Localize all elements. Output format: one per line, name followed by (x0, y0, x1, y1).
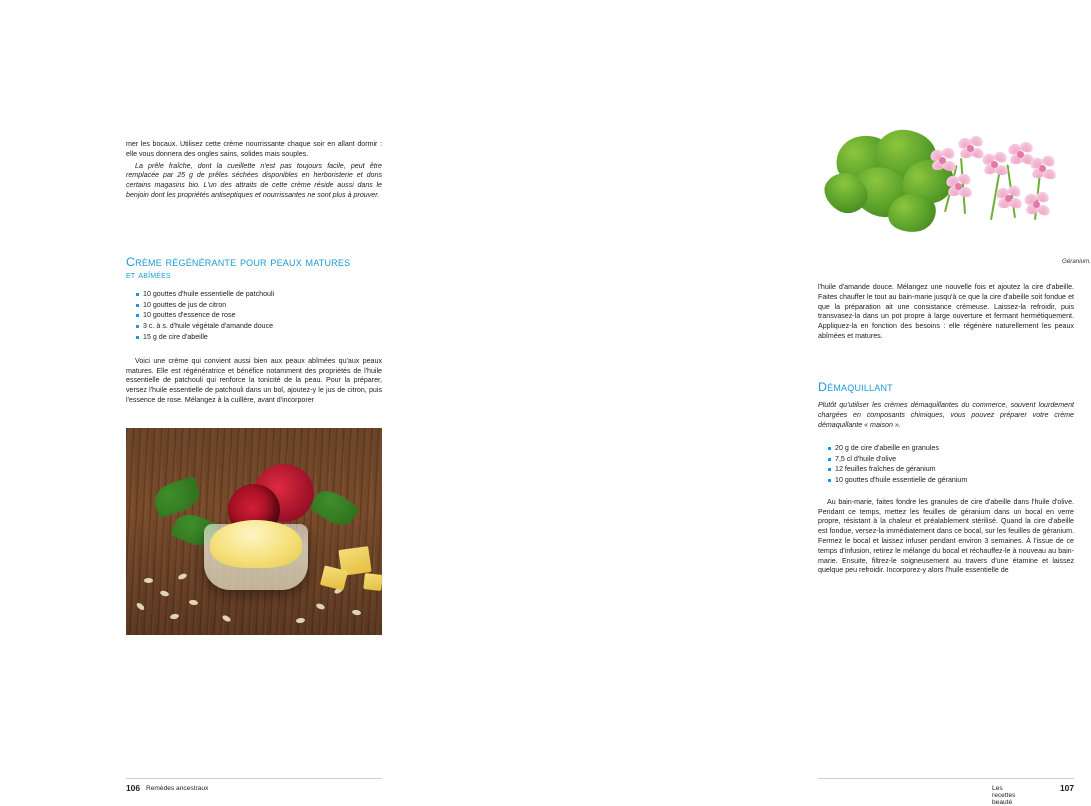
cream-surface (210, 520, 302, 568)
running-head-right: Les recettes beauté (992, 785, 1016, 806)
page-number-right: 107 (1060, 783, 1074, 793)
left-section-body: Voici une crème qui convient aussi bien aux peaux abîmées qu'aux peaux matures. Elle est régénératrice et bénéfice notamment des propriétés de l'huile essentielle de patchouli qui renforce la tonicité de la peau. Pour la préparer, versez l'huile essentielle de patchouli dans un bol, ajoutez-y le jus de citron, puis l'essence de rose. Mélangez à la cuillère, avant d'incorporer (126, 356, 382, 404)
list-item: 20 g de cire d'abeille en granules (828, 443, 1074, 454)
list-item: 15 g de cire d'abeille (136, 332, 382, 343)
right-section-intro: Plutôt qu'utiliser les crèmes démaquillantes du commerce, souvent lourdement chargées en composants chimiques, vous pouvez préparer votre crème démaquillante « maison ». (818, 401, 1074, 429)
footer-rule-left (126, 778, 382, 779)
geranium-flower (930, 148, 956, 172)
page-number-left: 106 (126, 783, 140, 793)
section-title-line1: Crème régénérante pour peaux matures (126, 255, 351, 269)
geranium-flower (946, 174, 972, 198)
list-item: 3 c. à s. d'huile végétale d'amande douce (136, 321, 382, 332)
list-item: 10 gouttes d'huile essentielle de patchouli (136, 289, 382, 300)
section-title-creme-regenerante (126, 255, 382, 283)
geranium-flower (1024, 192, 1050, 216)
list-item: 10 gouttes de jus de citron (136, 300, 382, 311)
ingredient-list-left (126, 289, 382, 343)
folio-left (126, 783, 140, 793)
section-title-text: Démaquillant (818, 380, 893, 394)
left-paragraph-2: La prêle fraîche, dont la cueillette n'est pas toujours facile, peut être remplacée par 25 g de prêles séchées disponibles en herboristerie et dons certains magasins bio. L'un des attraits de cette crème réside aussi dans le benjoin dont les propriétés antiseptiques et nourrissantes ne sont plus à prouver. (126, 161, 382, 199)
geranium-flower (1030, 156, 1056, 180)
right-section (818, 380, 1074, 576)
list-item: 10 gouttes d'huile essentielle de géranium (828, 475, 1074, 486)
footer-rule-right (818, 778, 1074, 779)
geranium-flower (982, 152, 1008, 176)
book-spread (0, 130, 1091, 806)
list-item: 10 gouttes d'essence de rose (136, 310, 382, 321)
ingredient-list-right (818, 443, 1074, 486)
geranium-photo (818, 130, 1076, 255)
right-paragraph-1: l'huile d'amande douce. Mélangez une nouvelle fois et ajoutez la cire d'abeille. Faites chauffer le tout au bain-marie jusqu'à ce que la cire d'abeille soit fondue et que la préparation ait une consistance crémeuse. Laissez-la refroidir, puis transvasez-la dans un pot propre à large ouverture et fermant hermétiquement. Appliquez-la en fonction des besoins : elle régénère naturellement les peaux abîmées et matures. (818, 283, 1074, 340)
section-title-line2: et abîmées (126, 270, 171, 282)
running-head-left: Remèdes ancestraux (146, 785, 209, 792)
photo-caption-geranium: Géranium. (1062, 258, 1091, 265)
right-page (400, 130, 1091, 806)
section-title-demaquillant (818, 380, 1074, 395)
cream-jar-photo (126, 428, 382, 635)
left-page (0, 130, 400, 793)
list-item: 7,5 cl d'huile d'olive (828, 454, 1074, 465)
geranium-flower (996, 186, 1022, 210)
folio-right (1060, 783, 1074, 793)
beeswax-chunk (363, 573, 383, 591)
right-section-body: Au bain-marie, faites fondre les granules de cire d'abeille dans l'huile d'olive. Pendant ce temps, mettez les feuilles de géranium dans un bocal en verre propre, résistant à la chaleur et préalablement stérilisé. Quand la cire d'abeille est fondue, versez-la immédiatement dans ce bocal, sur les feuilles de géranium. Fermez le bocal et laissez infuser pendant environ 3 semaines. À l'issue de ce temps d'infusion, retirez le mélange du bocal et réchauffez-le à nouveau au bain-marie. Ensuite, filtrez-le soigneusement au travers d'une étamine et laissez quelque peu refroidir. Incorporez-y alors l'huile essentielle de (818, 497, 1074, 575)
left-section (126, 255, 382, 406)
geranium-flower (958, 136, 984, 160)
left-paragraph-1: mer les bocaux. Utilisez cette crème nourrissante chaque soir en allant dormir : elle vous donnera des ongles sains, solides mais souples. (126, 140, 382, 158)
list-item: 12 feuilles fraîches de géranium (828, 464, 1074, 475)
right-intro-text (818, 283, 1074, 342)
left-intro-text (126, 140, 382, 201)
